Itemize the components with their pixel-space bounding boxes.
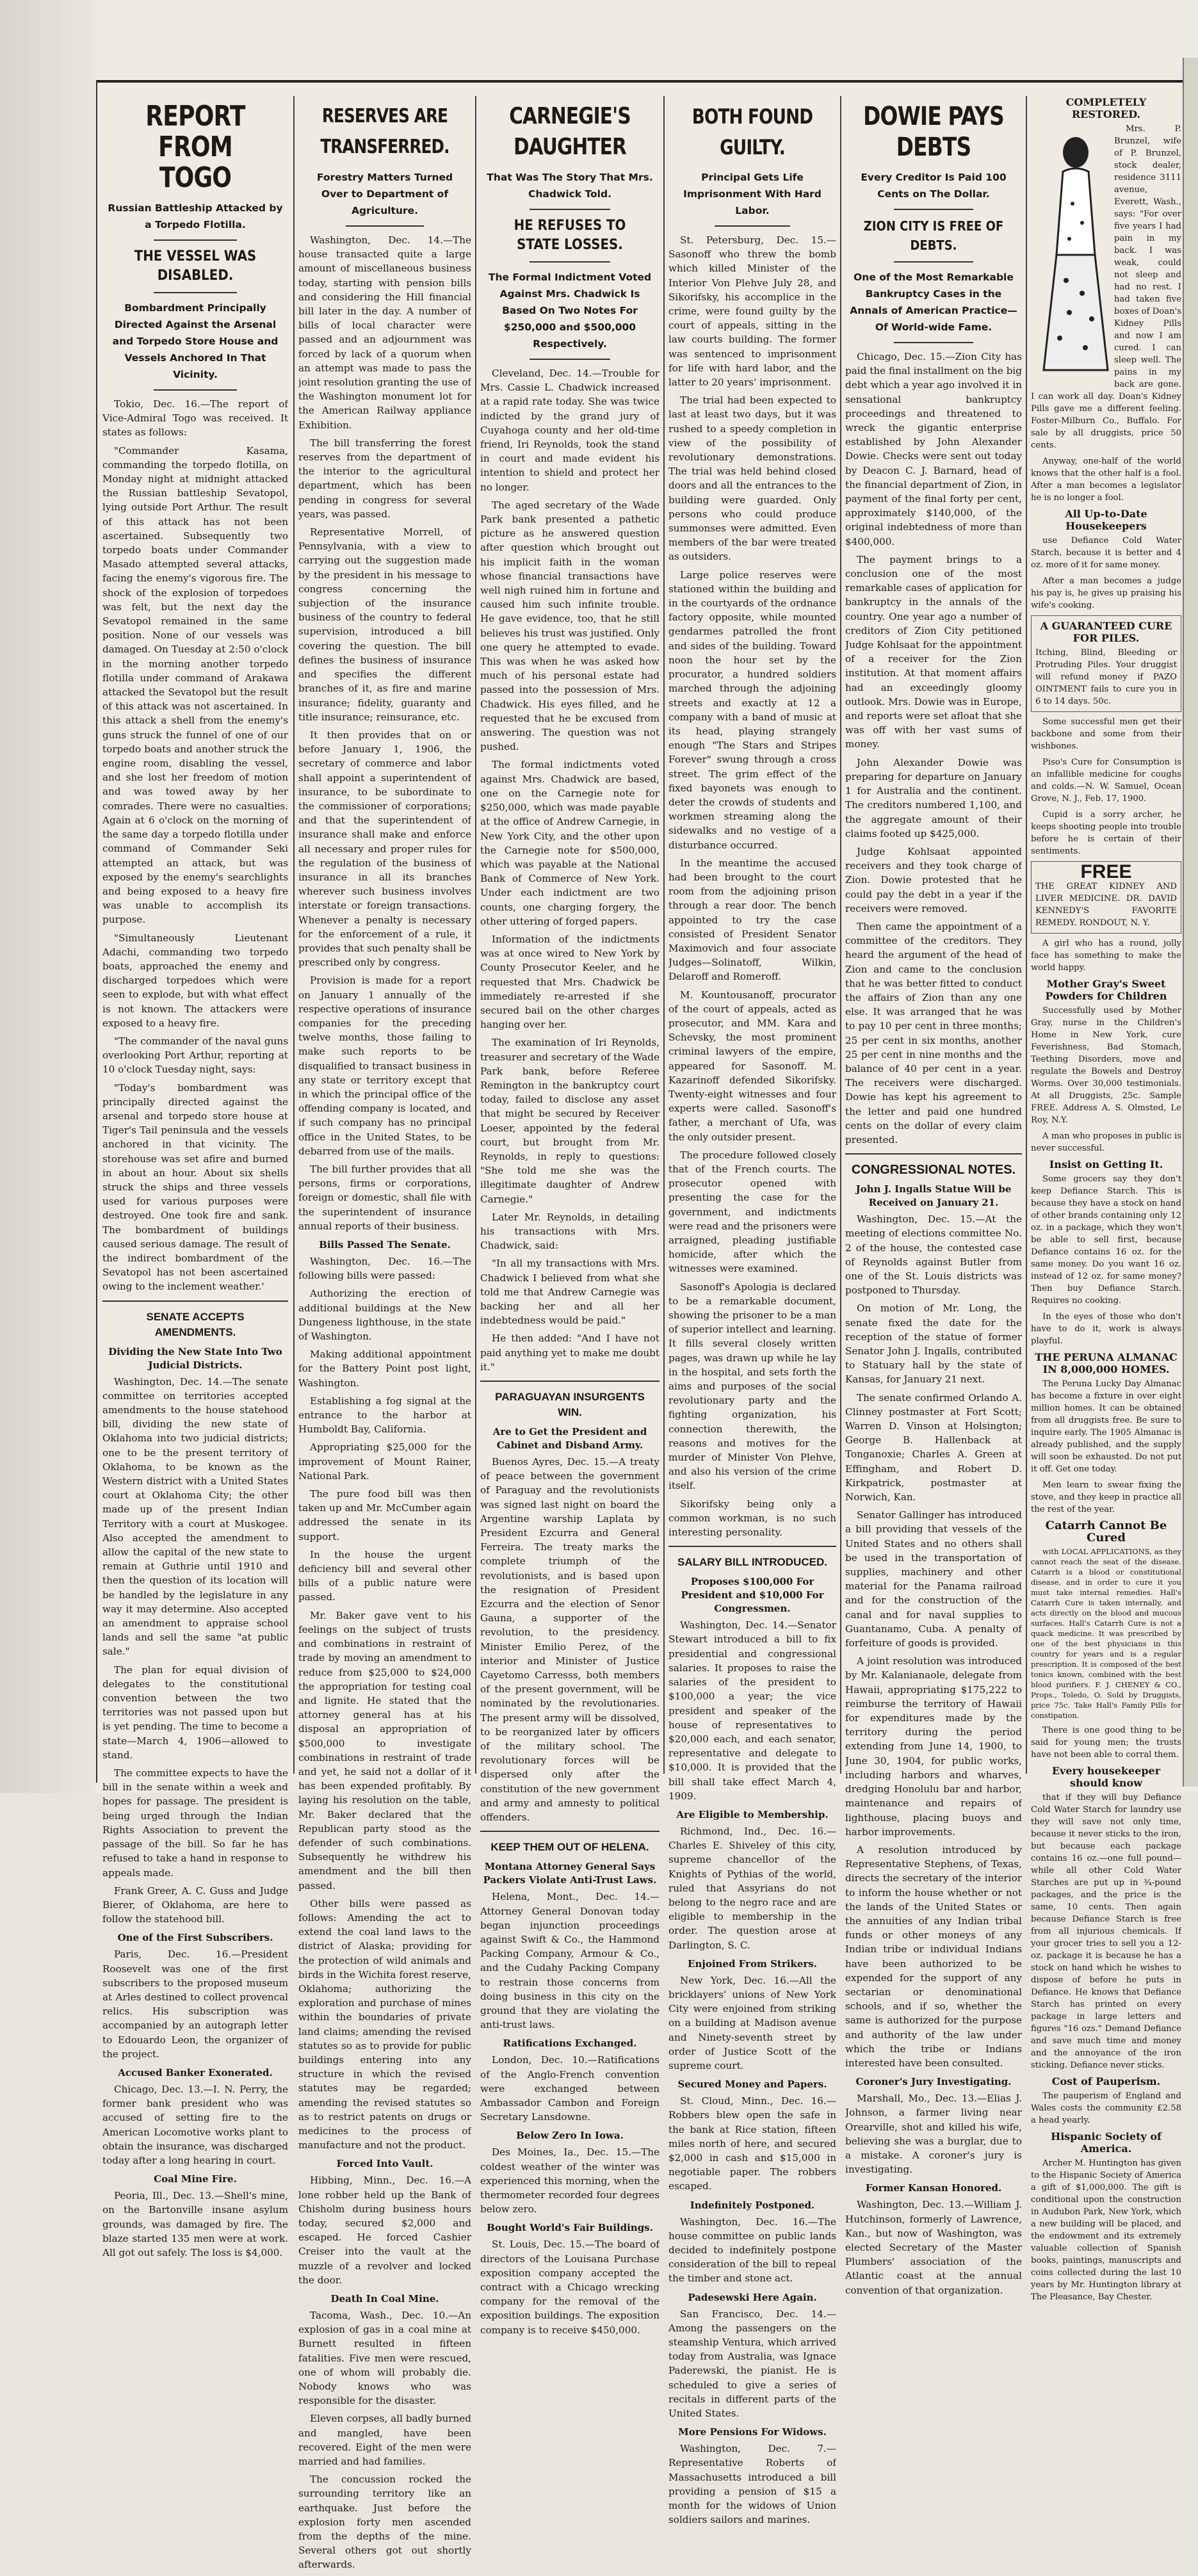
paragraph: "Simultaneously Lieutenant Adachi, commanding two torpedo boats, approached the enemy and discharged torpedoes which were seen to explode, but with what effect is not known. The attackers were exposed to a heavy fire. xyxy=(102,932,288,1029)
paragraph: Washington, Dec. 13.—William J. Hutchinson, formerly of Lawrence, Kan., but now of Washington, was elected Secretary of the Master Plumbers' association of the Atlantic coast at the annual convention of that organization. xyxy=(845,2199,1022,2296)
paragraph: San Francisco, Dec. 14.—Among the passengers on the steamship Ventura, which arrived today from Australia, was Ignace Paderewski, the pianist. He is scheduled to give a series of recitals in different parts of the United States. xyxy=(668,2308,836,2420)
paragraph: London, Dec. 10.—Ratifications of the Anglo-French convention were exchanged between Ambassador Cambon and Foreign Secretary Lansdowne. xyxy=(480,2054,660,2123)
ad-body: Archer M. Huntington has given to the Hispanic Society of America a gift of $1,000,000. The gift is conditional upon the construction in Audubon Park, New York, which a new building will be placed, and the endowment and its extremely valuable collection of Spanish books, paintings, manuscripts and coins collected during the last 10 years by Mr. Huntington library at The Pleasance, Bay Chester. xyxy=(1031,2159,1181,2302)
divider xyxy=(480,1831,660,1832)
story-headline: CONGRESSIONAL NOTES. xyxy=(851,1163,1016,1178)
ad-title: Every housekeeper should know xyxy=(1051,1765,1161,1789)
column-rule xyxy=(1026,96,1027,1774)
story-deck: John J. Ingalls Statue Will be Received on January 21. xyxy=(855,1183,1012,1209)
divider xyxy=(845,1153,1022,1154)
paragraph: Chicago, Dec. 15.—Zion City has paid the final installment on the big debt which a year ago involved it in sensational bankruptcy proceedings and threatened to wreck the gigantic enterprise established by John Alexander Dowie. Checks were sent out today by Deacon C. J. Barnard, head of the financial department of Zion, in payment of the final forty per cent, approximately $140,000, of the original indebtedness of more than $400,000. xyxy=(845,351,1022,547)
paragraph: John Alexander Dowie was preparing for departure on January 1 for Australia and the continent. The creditors numbered 1,100, and the aggregate amount of their claims footed up $425,000. xyxy=(845,756,1022,839)
paragraph: In the meantime the accused had been brought to the court room from the adjoining prison through a rear door. The bench appointed to try the case consisted of President Senator Maximovich and four associate Judges—Solinatoff, Wilkin, Delaroff and Romeroff. xyxy=(668,857,836,983)
ad-title: Catarrh Cannot Be Cured xyxy=(1045,1519,1167,1544)
paragraph: "Today's bombardment was principally directed against the arsenal and torpedo store house at Tiger's Tail peninsula and the vessels anchored in that vicinity. The storehouse was set afire and burned in about an hour. About six shells struck the ships and three vessels used for various purposes were destroyed. One took fire and sank. The bombardment of buildings caused serious damage. The result of the indirect bombardment of the Sevatopol has not been ascertained owing to the inclement weather.' xyxy=(102,1081,288,1293)
story-headline: Secured Money and Papers. xyxy=(677,2078,827,2091)
ad-title: Insist on Getting It. xyxy=(1049,1158,1163,1171)
filler-text: A man who proposes in public is never successful. xyxy=(1031,1131,1181,1153)
ad-body: Itching, Blind, Bleeding or Protruding Piles. Your druggist will refund money if PAZO OINTMENT fails to cure you in 6 to 14 days. 50c. xyxy=(1035,648,1177,706)
story-headline: Death In Coal Mine. xyxy=(330,2293,439,2305)
divider xyxy=(894,261,973,263)
paragraph: Appropriating $25,000 for the improvement of Mount Rainer, National Park. xyxy=(298,1441,471,1482)
column-rule xyxy=(293,96,295,1774)
column-5 xyxy=(845,96,1022,2301)
paragraph: New York, Dec. 16.—All the bricklayers' unions of New York City were enjoined from striking on a building at Madison avenue and Ninety-seventh street by order of Justice Scott of the supreme court. xyxy=(668,1974,836,2071)
story-headline: SALARY BILL INTRODUCED. xyxy=(677,1556,827,1569)
ad-body: with LOCAL APPLICATIONS, as they cannot reach the seat of the disease. Catarrh is a blood or constitutional disease, and in order to cure it you must take internal remedies. Hall's Catarrh Cure is taken internally, and acts directly on the blood and mucous surfaces. Hall's Catarrh Cure is not a quack medicine. It was prescribed by one of the best physicians in this country for years and is a regular prescription. It is composed of the best tonics known, combined with the best blood purifiers. F. J. CHENEY & CO., Props., Toledo, O. Sold by Druggists, price 75c. Take Hall's Family Pills for constipation. xyxy=(1031,1547,1181,1720)
ad-body: The pauperism of England and Wales costs the community £2.58 a head yearly. xyxy=(1031,2091,1181,2125)
paragraph: Judge Kohlsaat appointed receivers and they took charge of Zion. Dowie protested that he could pay the debt in a year if the receivers were removed. xyxy=(845,845,1022,914)
paragraph: "The commander of the naval guns overlooking Port Arthur, reporting at 10 o'clock Tuesday night, says: xyxy=(102,1035,288,1076)
story-deck: Montana Attorney General Says Packers Violate Anti-Trust Laws. xyxy=(483,1861,657,1886)
story-headline: Padesewski Here Again. xyxy=(688,2291,817,2303)
deck: That Was The Story That Mrs. Chadwick Told. xyxy=(487,172,653,200)
ad-title: Hispanic Society of America. xyxy=(1051,2130,1162,2155)
headline-carnegies-daughter: CARNEGIE'S DAUGHTER xyxy=(509,103,631,160)
divider xyxy=(668,1546,836,1547)
ad-title: Cost of Pauperism. xyxy=(1051,2075,1161,2087)
ad-body: Piso's Cure for Consumption is an infallible medicine for coughs and colds.—N. W. Samuel, Ocean Grove, N. J., Feb. 17, 1900. xyxy=(1031,757,1181,804)
paragraph: St. Louis, Dec. 15.—The board of directors of the Louisana Purchase exposition company accepted the contract with a Chicago wrecking company for the removal of the exposition buildings. The exposition company is to receive $450,000. xyxy=(480,2239,660,2336)
column-rule xyxy=(475,96,476,1774)
filler-text: Cupid is a sorry archer, he keeps shooting people into trouble before he is certain of their sentiments. xyxy=(1031,810,1181,856)
divider xyxy=(894,342,973,343)
filler-text: Men learn to swear fixing the stove, and they keep in practice all the rest of the year. xyxy=(1031,1480,1181,1514)
paragraph: Mr. Baker gave vent to his feelings on the subject of trusts and combinations in restraint of trade by moving an amendment to reduce from $25,000 to $24,000 the appropriation for testing coal and lignite. He stated that the attorney general has at his disposal an appropriation of $500,000 to investigate combinations in restraint of trade and yet, he said not a dollar of it has been expended profitably. By laying his resolution on the table, Mr. Baker declared that the Republican party stood as the defender of such combinations. Subsequently he withdrew his amendment and the bill then passed. xyxy=(298,1609,471,1891)
paragraph: St. Petersburg, Dec. 15.—Sasonoff who threw the bomb which killed Minister of the Interior Von Plehve July 28, and Sikorifsky, his accomplice in the crime, were found guilty by the court of appeals, sitting in the law courts building. The former was sentenced to imprisonment for life with hard labor, and the latter to 20 years' imprisonment. xyxy=(668,234,836,389)
filler-text: A girl who has a round, jolly face has something to make the world happy. xyxy=(1031,939,1181,973)
headline-report-from-togo: REPORT FROM TOGO xyxy=(145,100,245,194)
story-headline: One of the First Subscribers. xyxy=(117,1932,273,1944)
story-headline: Indefinitely Postponed. xyxy=(690,2199,815,2211)
paragraph: Information of the indictments was at once wired to New York by County Prosecutor Keeler, and he requested that Mrs. Chadwick be immediately re-arrested if she secured bail on the other charges hanging over her. xyxy=(480,933,660,1031)
story-headline: SENATE ACCEPTS AMENDMENTS. xyxy=(146,1310,245,1338)
paragraph: The bill further provides that all persons, firms or corporations, foreign or domestic, shall file with the superintendent of insurance annual reports of their business. xyxy=(298,1163,471,1232)
ad-box xyxy=(1031,615,1181,712)
paragraph: Washington, Dec. 16.—The following bills were passed: xyxy=(298,1256,471,1282)
paragraph: He then added: "And I have not paid anything yet to make me doubt it." xyxy=(480,1333,660,1373)
headline-reserves-transferred: RESERVES ARE TRANSFERRED. xyxy=(320,105,449,158)
paragraph: A resolution introduced by Representative Stephens, of Texas, directs the secretary of the interior to inform the house whether or not the lands of the United States or the annuities of any Indian tribal funds or other moneys of any Indian tribe or individual Indians have been authorized to be expended for the support of any sectarian or denominational schools, and if so, whether the same is authorized for the purpose and authority of the law under which the tribe or Indians interested have been consulted. xyxy=(845,1843,1022,2069)
ad-title: Mother Gray's Sweet Powders for Children xyxy=(1045,978,1167,1002)
paragraph: Sikorifsky being only a common workman, is no such interesting personality. xyxy=(668,1498,836,1539)
divider xyxy=(715,225,790,227)
headline-both-found-guilty: BOTH FOUND GUILTY. xyxy=(692,104,813,159)
story-headline: Bought World's Fair Buildings. xyxy=(487,2222,653,2234)
paragraph: Provision is made for a report on January 1 annually of the respective operations of insurance companies for the preceding twelve months, those failing to make such reports to be disqualified to transact business in any state or territory except that in which the principal office of the offending company is located, and if such company has no principal office in the United States, to be debarred from use of the mails. xyxy=(298,975,471,1157)
ad-body: The Peruna Lucky Day Almanac has become a fixture in over eight million homes. It can be obtained from all druggists free. Be sure to inquire early. The 1905 Almanac is already published, and the supply will soon be exhausted. Do not put it off. Get one today. xyxy=(1031,1379,1181,1474)
paragraph: Buenos Ayres, Dec. 15.—A treaty of peace between the government of Paraguay and the revolutionists was signed last night on board the Argentine warship Laplata by President Ezcurra and General Ferreira. The treaty marks the complete triumph of the revolutionists, and is based upon the resignation of President Ezcurra and the election of Senor Gauna, a supporter of the revolution, to the presidency. Minister Emilio Perez, of the interior and Minister of Justice Cayetomo Carresss, both members of the present government, will be nominated by the revolutionaries. The present army will be dissolved, to be reorganized later by officers of the military school. The revolutionary forces will be dispersed only after the constitution of the new government and army and amnesty to political offenders. xyxy=(480,1456,660,1824)
paragraph: Des Moines, Ia., Dec. 15.—The coldest weather of the winter was experienced this morning, when the thermometer recorded four degrees below zero. xyxy=(480,2146,660,2216)
story-headline: Enjoined From Strikers. xyxy=(688,1957,817,1970)
deck: Bombardment Principally Directed Against the Arsenal and Torpedo Store House and Vessels Anchored In That Vicinity. xyxy=(112,302,279,380)
paragraph: The senate confirmed Orlando A. Clinney postmaster at Fort Scott; Warren D. Vinson at Holsington; George B. Hallenback at Tonganoxie; Charles A. Green at Effingham, and Robert D. Kirkpatrick, postmaster at Norwich, Kan. xyxy=(845,1391,1022,1503)
ad-body: Some grocers say they don't keep Defiance Starch. This is because they have a stock on hand of other brands containing only 12 oz. in a package, which they won't be able to sell first, because Defiance contains 16 oz. for the same money. Do you want 16 oz. instead of 12 oz. for same money? Then buy Defiance Starch. Requires no cooking. xyxy=(1031,1174,1181,1306)
paragraph: Hibbing, Minn., Dec. 16.—A lone robber held up the Bank of Chisholm during business hours today, secured $2,000 and escaped. He forced Cashier Creiser into the vault at the muzzle of a revolver and locked the door. xyxy=(298,2175,471,2286)
paragraph: M. Kountousanoff, procurator of the court of appeals, acted as prosecutor, and MM. Kara and Schevsky, the most prominent criminal lawyers of the empire, appeared for Sasonoff. M. Kazarinoff defended Sikorifsky. Twenty-eight witnesses and four experts were called. Sasonoff's father, a merchant of Ufa, was the only outsider present. xyxy=(668,989,836,1143)
story-headline: Former Kansan Honored. xyxy=(865,2182,1002,2194)
ad-body: use Defiance Cold Water Starch, because it is better and 4 oz. more of it for same money. xyxy=(1031,536,1181,570)
paragraph: The examination of Iri Reynolds, treasurer and secretary of the Wade Park bank, before Referee Remington in the bankruptcy court today, failed to disclose any asset that might be secured by Receiver Loeser, appointed by the federal court, but brought from Mr. Reynolds, in reply to questions: "She told me she was the illegitimate daughter of Andrew Carnegie." xyxy=(480,1037,660,1205)
filler-text: After a man becomes a judge his pay is, he gives up praising his wife's cooking. xyxy=(1031,576,1181,610)
column-4 xyxy=(668,96,836,2531)
deck: The Formal Indictment Voted Against Mrs. Chadwick Is Based On Two Notes For $250,000 and $500,000 Respectively. xyxy=(488,271,652,350)
ad-title: THE PERUNA ALMANAC IN 8,000,000 HOMES. xyxy=(1035,1351,1178,1375)
paragraph: The aged secretary of the Wade Park bank presented a pathetic picture as he answered question after question which brought out his implicit faith in the woman whose financial transactions have well nigh ruined him in fortune and caused him such infinite trouble. He gave evidence, too, that he still believes his trust was justified. Only one query he attempted to evade. This was when he was asked how much of his personal estate had passed into the possession of Mrs. Chadwick. His eyes filled, and he requested that he be excused from answering. The question was not pushed. xyxy=(480,499,660,753)
column-2 xyxy=(298,96,471,2576)
paragraph: Richmond, Ind., Dec. 16.—Charles E. Shiveley of this city, supreme chancellor of the Knights of Pythias of the world, ruled that Assyrians do not belong to the negro race and are eligible to membership in the order. The question arose at Darlington, S. C. xyxy=(668,1825,836,1951)
paragraph: Eleven corpses, all badly burned and mangled, have been recovered. Eight of the men were married and had families. xyxy=(298,2413,471,2468)
filler-text: There is one good thing to be said for young men; the trusts have not been able to corral them. xyxy=(1031,1726,1181,1760)
story-headline: PARAGUAYAN INSURGENTS WIN. xyxy=(495,1391,645,1419)
paragraph: Peoria, Ill., Dec. 13.—Shell's mine, on the Bartonville insane asylum grounds, was damaged by fire. The blaze started 135 men were at work. All got out safely. The loss is $4,000. xyxy=(102,2190,288,2258)
paragraph: The formal indictments voted against Mrs. Chadwick are based, one on the Carnegie note for $250,000, which was made payable at the office of Andrew Carnegie, in New York City, and the other upon the Carnegie note for $500,000, which was payable at the National Bank of Commerce of New York. Under each indictment are two counts, one charging forgery, the other uttering of forged papers. xyxy=(480,759,660,927)
ad-title: FREE xyxy=(1080,861,1132,882)
deck: Russian Battleship Attacked by a Torpedo Flotilla. xyxy=(108,202,283,231)
story-headline: Below Zero In Iowa. xyxy=(516,2130,624,2142)
paragraph: Representative Morrell, of Pennsylvania, with a view to carrying out the suggestion made by the president in his message to congress concerning the subjection of the insurance business of the country to federal supervision, introduced a bill covering the question. The bill defines the business of insurance and specifies the different branches of it, as fire and marine insurance; fidelity, guaranty and title insurance; reinsurance, etc. xyxy=(298,526,471,723)
story-headline: Are Eligible to Membership. xyxy=(676,1808,829,1820)
paragraph: The pure food bill was then taken up and Mr. McCumber again addressed the senate in its support. xyxy=(298,1488,471,1543)
paragraph: Later Mr. Reynolds, in detailing his transactions with Mrs. Chadwick, said: xyxy=(480,1211,660,1252)
paragraph: The bill transferring the forest reserves from the department of the interior to the agricultural department, which has been pending in congress for several years, was passed. xyxy=(298,437,471,520)
column-1 xyxy=(102,96,288,2264)
paragraph: Washington, Dec. 14.—Senator Stewart introduced a bill to fix presidential and congressional salaries. It proposes to raise the salaries of the president to $100,000 a year; the vice president and speaker of the house of representatives to $20,000 each, and each senator, representative and delegate to $10,000. It is provided that the bill shall take effect March 4, 1909. xyxy=(668,1619,836,1802)
story-deck: Dividing the New State Into Two Judicial Districts. xyxy=(108,1345,282,1371)
story-headline: Ratifications Exchanged. xyxy=(503,2037,637,2050)
paragraph: Marshall, Mo., Dec. 13.—Elias J. Johnson, a farmer living near Orearville, shot and killed his wife, believing she was a burglar, due to a mistake. A coroner's jury is investigating. xyxy=(845,2093,1022,2176)
paragraph: Sasonoff's Apologia is declared to be a remarkable document, showing the prisoner to be a man of superior intellect and learning. It fills several closely written pages, was drawn up while he lay in the hospital, and sets forth the aims and purposes of the social revolutionary party and the fighting organization, his connection therewith, the reasons and motives for the murder of Minister Von Plehve, and also his version of the crime itself. xyxy=(668,1281,836,1492)
left-margin xyxy=(0,0,96,1793)
story-headline: Bills Passed The Senate. xyxy=(319,1239,451,1251)
ad-title: A GUARANTEED CURE FOR PILES. xyxy=(1040,620,1172,644)
filler-text: In the eyes of those who don't have to do it, work is always playful. xyxy=(1031,1312,1181,1346)
paragraph: A joint resolution was introduced by Mr. Kalanianaole, delegate from Hawaii, appropriating $175,222 to reimburse the territory of Hawaii for expenditures made by the territory during the period extending from June 14, 1900, to June 30, 1904, for public works, including harbors and wharves, dredging Honolulu bar and harbor, maintenance and repairs of lighthouse, placing buoys and harbor improvements. xyxy=(845,1655,1022,1838)
paragraph: It then provides that on or before January 1, 1906, the secretary of commerce and labor shall appoint a superintendent of insurance, to be subordinate to the commissioner of corporations; and that the superintendent of insurance shall make and enforce all necessary and proper rules for the regulation of the business of insurance in all its branches wherever such business involves interstate or foreign transactions. Whenever a penalty is necessary for the enforcement of a rule, it provides that such penalty shall be prescribed only by congress. xyxy=(298,729,471,969)
paragraph: St. Cloud, Minn., Dec. 16.—Robbers blew open the safe in the bank at Rice station, fifteen miles north of here, and secured $2,000 in cash and $15,000 in negotiable paper. The robbers escaped. xyxy=(668,2095,836,2192)
column-rule xyxy=(663,96,665,1774)
column-3 xyxy=(480,96,660,2341)
headline-dowie-pays-debts: DOWIE PAYS DEBTS xyxy=(863,102,1004,162)
ad-title: COMPLETELY RESTORED. xyxy=(1065,96,1147,120)
ad-body: Successfully used by Mother Gray, nurse in the Children's Home in New York, cure Feverishness, Bad Stomach, Teething Disorders, move and regulate the Bowels and Destroy Worms. Over 30,000 testimonials. At all Druggists, 25c. Sample FREE. Address A. S. Olmsted, Le Roy, N.Y. xyxy=(1031,1006,1181,1125)
divider xyxy=(154,239,238,241)
ad-title: All Up-to-Date Housekeepers xyxy=(1065,508,1147,532)
story-headline: Forced Into Vault. xyxy=(336,2158,433,2170)
paragraph: The committee expects to have the bill in the senate within a week and hopes for passage. The president is being urged through the Indian Rights Association to prevent the passage of the bill. So far he has refused to take a hand in response to appeals made. xyxy=(102,1767,288,1879)
paragraph: Large police reserves were stationed within the building and in the courtyards of the ordnance factory opposite, while mounted gendarmes patrolled the front and sides of the building. Toward noon the hour set by the procurator, a hundred soldiers marched through the adjoining streets and exactly at 12 a company with a band of music at its head, playing strangely enough "The Stars and Stripes Forever" swung through a cross street. The grim effect of the fixed bayonets was enough to deter the crowds of students and workmen streaming along the sidewalks and no vestige of a disturbance occurred. xyxy=(668,569,836,851)
divider xyxy=(530,359,610,360)
story-deck: Are to Get the President and Cabinet and Disband Army. xyxy=(492,1426,647,1452)
story-headline: KEEP THEM OUT OF HELENA. xyxy=(490,1841,649,1854)
paragraph: Washington, Dec. 14.—The senate committee on territories accepted amendments to the house statehood bill, dividing the new state of Oklahoma into two judicial districts; one to be the present territory of Oklahoma, to be known as the Western district with a United States court at Oklahoma City; the other made up of the present Indian Territory with a court at Muskogee. Also accepted the amendment to allow the capital of the new state to remain at Guthrie until 1910 and then the question of its location will be handled by the legislature in any way it may determine. Also accepted an amendment to appraise school lands and sell the same "at public sale." xyxy=(102,1375,288,1658)
paragraph: Cleveland, Dec. 14.—Trouble for Mrs. Cassie L. Chadwick increased at a rapid rate today. She was twice indicted by the grand jury of Cuyahoga county and her old-time friend, Iri Reynolds, took the stand in court and made evident his intention to shield and protect her no longer. xyxy=(480,368,660,493)
divider xyxy=(154,292,238,293)
paragraph: Making additional appointment for the Battery Point post light, Washington. xyxy=(298,1349,471,1389)
paragraph: "In all my transactions with Mrs. Chadwick I believed from what she told me that Andrew Carnegie was backing her and all her indebtedness would be paid." xyxy=(480,1258,660,1327)
story-headline: Coroner's Jury Investigating. xyxy=(855,2076,1012,2088)
paragraph: Other bills were passed as follows: Amending the act to extend the coal land laws to the district of Alaska; providing for the protection of wild animals and birds in the Wichita forest reserve, Oklahoma; authorizing the exploration and purchase of mines within the boundaries of private land claims; amending the revised statutes so as to provide for public buildings entering into any structure in which the revised statutes may be regarded; amending the revised statutes so as to restrict patents on drugs or medicines to the process of manufacture and not the product. xyxy=(298,1897,471,2151)
column-6-ads xyxy=(1031,96,1181,2307)
story-deck: Proposes $100,000 For President and $10,000 For Congressmen. xyxy=(681,1576,824,1615)
ad-body: that if they will buy Defiance Cold Water Starch for laundry use they will save not only time, because it never sticks to the iron, but because each package contains 16 oz.—one full pound—while all other Cold Water Starches are put up in ¾-pound packages, and the price is the same, 10 cents. Then again because Defiance Starch is free from all injurious chemicals. If your grocer tries to sell you a 12-oz. package it is because he has a stock on hand which he wishes to dispose of before he puts in Defiance. He knows that Defiance Starch has printed on every package in large letters and figures "16 ozs." Demand Defiance and save much time and money and the annoyance of the iron sticking. Defiance never sticks. xyxy=(1031,1793,1181,2070)
deck: ZION CITY IS FREE OF DEBTS. xyxy=(863,218,1004,253)
deck: Every Creditor Is Paid 100 Cents on The Dollar. xyxy=(861,172,1007,200)
paragraph: Senator Gallinger has introduced a bill providing that vessels of the United States and no others shall be used in the transportation of supplies, machinery and other material for the Panama railroad and for the construction of the canal and for naval supplies to Guantanamo, Cuba. A penalty of forfeiture of goods is provided. xyxy=(845,1509,1022,1649)
paragraph: Washington, Dec. 15.—At the meeting of elections committee No. 2 of the house, the contested case of Reynolds against Butler from one of the St. Louis districts was postponed to Thursday. xyxy=(845,1213,1022,1297)
deck: THE VESSEL WAS DISABLED. xyxy=(134,248,257,284)
woman-illustration-icon xyxy=(1031,127,1114,377)
divider xyxy=(894,209,973,210)
paragraph: Authorizing the erection of additional buildings at the New Dungeness lighthouse, in the state of Washington. xyxy=(298,1288,471,1343)
paragraph: Paris, Dec. 16.—President Roosevelt was one of the first subscribers to the proposed museum at Arles destined to collect provencal relics. His subscription was accompanied by an autograph letter to Edouardo Leon, the organizer of the project. xyxy=(102,1948,288,2060)
story-headline: Coal Mine Fire. xyxy=(154,2173,237,2185)
paragraph: The plan for equal division of delegates to the constitutional convention between the two territories was not passed upon but is yet pending. The time to become a state—March 4, 1906—allowed to stand. xyxy=(102,1664,288,1761)
divider xyxy=(102,1300,288,1302)
paragraph: Washington, Dec. 14.—The house transacted quite a large amount of miscellaneous business today, starting with pension bills and considering the Hill financial bill later in the day. A number of bills of local character were passed and an adjournment was forced by lack of a quorum when an attempt was made to pass the joint resolution granting the use of the Washington monument lot for the American Railway appliance Exhibition. xyxy=(298,234,471,431)
paragraph: "Commander Kasama, commanding the torpedo flotilla, on Monday night at midnight attacked the Russian battleship Sevatopol, lying outside Port Arthur. The result of this attack has not been ascertained. Subsequently two torpedo boats under Commander Masado attempted several attacks, facing the enemy's vigorous fire. The shock of the explosion of torpedoes was felt, but the next day the Sevatopol remained in the same position. None of our vessels was damaged. On Tuesday at 2:50 o'clock in the morning another torpedo flotilla under command of Arakawa attacked the Sevatopol but the result of this attack was not ascertained. In this attack a shell from the enemy's guns struck the funnel of one of our torpedo boats and another struck the engine room, disabling the vessel, and she lost her freedom of motion and was towed away by her comrades. There were no casualties. Again at 6 o'clock on the morning of the same day a torpedo flotilla under command of Commander Seki attempted an attack, but was exposed by the enemy's searchlights and being exposed to a heavy fire was unable to accomplish its purpose. xyxy=(102,444,288,926)
deck: Forestry Matters Turned Over to Department of Agriculture. xyxy=(316,172,453,216)
paragraph: On motion of Mr. Long, the senate fixed the date for the reception of the statue of former Senator John J. Ingalls, contributed to Statuary hall by the state of Kansas, for January 21 next. xyxy=(845,1302,1022,1386)
paragraph: The payment brings to a conclusion one of the most remarkable cases of application for bankruptcy in the annals of the country. One year ago a number of creditors of Zion City petitioned Judge Kohlsaat for the appointment of a receiver for the Zion institution. At that moment affairs had an exceedingly gloomy outlook. Mrs. Dowie was in Europe, and reports were set afloat that she was off with her vast sums of money. xyxy=(845,553,1022,750)
deck: One of the Most Remarkable Bankruptcy Cases in the Annals of American Practice—Of World-wide Fame. xyxy=(850,271,1017,333)
column-rule xyxy=(840,96,841,1774)
paragraph: Tacoma, Wash., Dec. 10.—An explosion of gas in a coal mine at Burnett resulted in fifteen fatalities. Five men were rescued, one of whom will probably die. Nobody knows who was responsible for the disaster. xyxy=(298,2310,471,2407)
divider xyxy=(530,209,610,210)
paragraph: The concussion rocked the surrounding territory like an earthquake. Just before the explosion forty men ascended from the depths of the mine. Several others got out shortly afterwards. xyxy=(298,2474,471,2571)
paragraph: The procedure followed closely that of the French courts. The prosecutor opened with presenting the case for the government, and indictments were read and the prisoners were arraigned, pleading justifiable homicide, after which the witnesses were examined. xyxy=(668,1149,836,1275)
divider xyxy=(154,389,238,391)
adjacent-page-edge xyxy=(1183,58,1198,1786)
deck: HE REFUSES TO STATE LOSSES. xyxy=(514,218,626,253)
story-headline: More Pensions For Widows. xyxy=(678,2426,827,2438)
deck: Principal Gets Life Imprisonment With Hard Labor. xyxy=(683,172,822,216)
ad-body: THE GREAT KIDNEY AND LIVER MEDICINE. DR. DAVID KENNEDY'S FAVORITE REMEDY. RONDOUT, N. Y. xyxy=(1035,882,1177,928)
paragraph: Chicago, Dec. 13.—I. N. Perry, the former bank president who was accused of setting fire to the American Locomotive works plant to obtain the insurance, was discharged today after a long hearing in court. xyxy=(102,2083,288,2166)
paragraph: The trial had been expected to last at least two days, but it was rushed to a speedy completion in view of the possibility of revolutionary demonstrations. The trial was held behind closed doors and all the entrances to the building were guarded. Only persons who could produce summonses were admitted. Even members of the bar were treated as outsiders. xyxy=(668,394,836,563)
divider xyxy=(480,1381,660,1382)
ad-box xyxy=(1031,861,1181,934)
paragraph: Washington, Dec. 16.—The house committee on public lands decided to indefinitely postpone consideration of the bill to repeal the timber and stone act. xyxy=(668,2216,836,2285)
filler-text: Some successful men get their backbone and some from their wishbones. xyxy=(1031,717,1181,751)
divider xyxy=(530,261,610,263)
paragraph: Tokio, Dec. 16.—The report of Vice-Admiral Togo was received. It states as follows: xyxy=(102,398,288,439)
paragraph: Frank Greer, A. C. Guss and Judge Bierer, of Oklahoma, are here to follow the statehood bill. xyxy=(102,1884,288,1925)
divider xyxy=(346,225,424,227)
paragraph: Helena, Mont., Dec. 14.—Attorney General Donovan today began injunction proceedings against Swift & Co., the Hammond Packing Company, Armour & Co., and the Cudahy Packing Company to restrain those concerns from doing business in this city on the ground that they are violating the anti-trust laws. xyxy=(480,1891,660,2031)
paragraph: Then came the appointment of a committee of the creditors. They heard the argument of the head of Zion and came to the conclusion that he was better fitted to conduct the affairs of Zion than any one else. It was arranged that he was to pay 10 per cent in three months; 25 per cent in six months, another 25 per cent in nine months and the balance of 40 per cent in a year. The receivers were discharged. Dowie has kept his agreement to the letter and paid one hundred cents on the dollar of every claim presented. xyxy=(845,920,1022,1146)
paragraph: Establishing a fog signal at the entrance to the harbor at Humboldt Bay, California. xyxy=(298,1395,471,1436)
ad-body: Mrs. P. Brunzel, wife of P. Brunzel, stock dealer, residence 3111 avenue, Everett, Wash., says: "For over five years I had pain in my back. I was weak, could not sleep and had no rest. I had taken five boxes of Doan's Kidney Pills and now I am cured. I can sleep well. The pains in my back are gone. I can work all day. Doan's Kidney Pills gave me a different feeling. Foster-Milburn Co., Buffalo. For sale by all druggists, price 50 cents. xyxy=(1031,124,1181,450)
story-headline: Accused Banker Exonerated. xyxy=(118,2066,273,2078)
filler-text: Anyway, one-half of the world knows that the other half is a fool. After a man becomes a legislator he is no longer a fool. xyxy=(1031,457,1181,503)
paragraph: In the house the urgent deficiency bill and several other bills of a public nature were passed. xyxy=(298,1548,471,1603)
paragraph: Washington, Dec. 7.—Representative Roberts of Massachusetts introduced a bill providing a pension of $15 a month for the widows of Union soldiers sailors and marines. xyxy=(668,2443,836,2526)
